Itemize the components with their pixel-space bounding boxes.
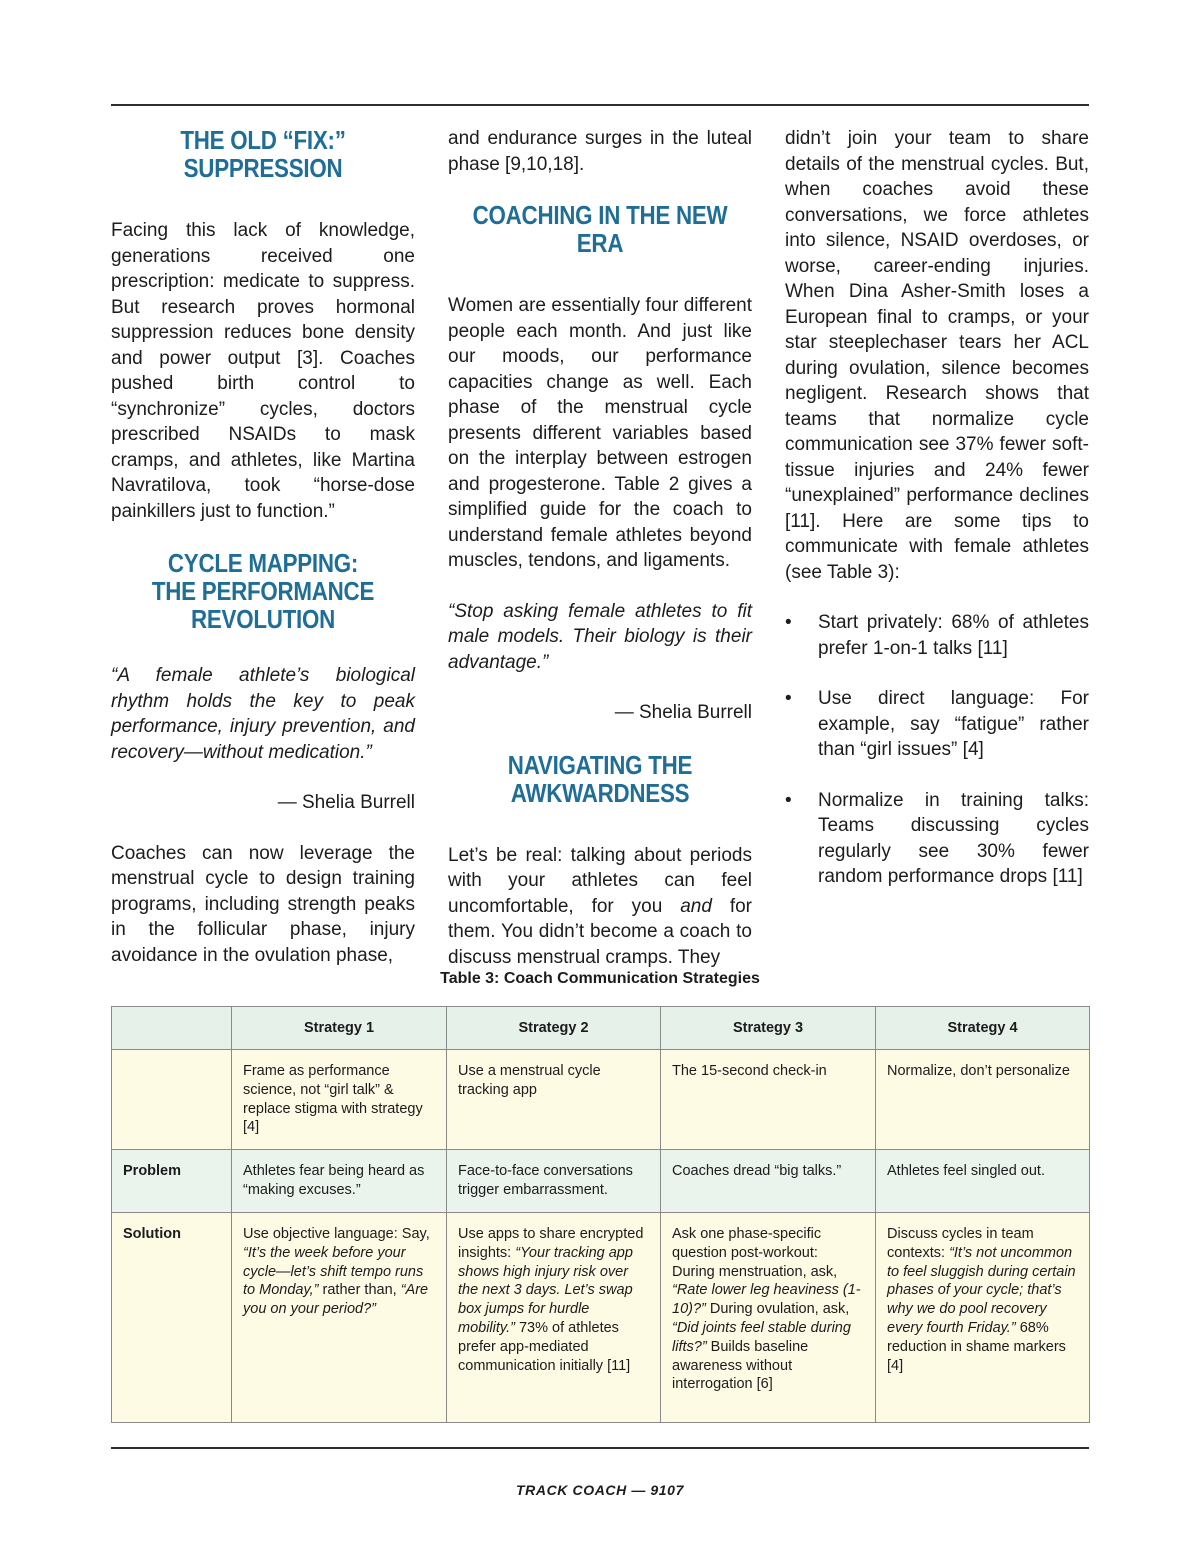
list-item: • Start privately: 68% of athletes prefer 1-on-1 talks [11]: [785, 612, 1089, 659]
table-row: [112, 1050, 1090, 1150]
column-header: Strategy 1: [232, 1007, 447, 1050]
heading-cycle-mapping: CYCLE MAPPING: THE PERFORMANCE REVOLUTION: [151, 548, 375, 634]
row-label-cell: Problem: [112, 1150, 232, 1213]
table-cell: Coaches dread “big talks.”: [661, 1150, 876, 1213]
table-caption: Table 3: Coach Communication Strategies: [440, 970, 760, 987]
paragraph: Women are essentially four different people each month. And just like our moods, our performance capacities change as well. Each phase of the menstrual cycle presents different variables based on the interplay between estrogen and progesterone. Table 2 gives a simplified guide for the coach to understand female athletes beyond muscles, tendons, and ligaments.: [448, 295, 752, 571]
table-cell: Athletes fear being heard as “making excuses.”: [232, 1150, 447, 1213]
page-footer: TRACK COACH — 9107: [516, 1482, 684, 1498]
table-cell: Use apps to share encrypted insights: “Your tracking app shows high injury risk over the next 3 days. Let’s swap box jumps for hurdle mobility.” 73% of athletes prefer app-mediated communication initially [11]: [447, 1213, 661, 1423]
heading-old-fix: THE OLD “FIX:” SUPPRESSION: [180, 125, 346, 183]
top-rule: [111, 104, 1089, 106]
paragraph: Let’s be real: talking about periods with your athletes can feel uncomfortable, for you and for them. You didn’t become a coach to discuss menstrual cramps. They: [448, 844, 753, 968]
pull-quote: “A female athlete’s biological rhythm holds the key to peak performance, injury prevention, and recovery—without medication.”: [111, 665, 415, 763]
paragraph: and endurance surges in the luteal phase [9,10,18].: [448, 128, 752, 175]
table-cell: The 15-second check-in: [661, 1050, 876, 1150]
bottom-rule: [111, 1447, 1089, 1449]
list-item: • Normalize in training talks: Teams discussing cycles regularly see 30% fewer random performance drops [11]: [785, 789, 1089, 887]
column-header: Strategy 2: [447, 1007, 661, 1050]
table-cell: Athletes feel singled out.: [876, 1150, 1090, 1213]
quote-attribution: — Shelia Burrell: [614, 702, 752, 723]
table-cell: Ask one phase-specific question post-workout: During menstruation, ask, “Rate lower leg heaviness (1-10)?” During ovulation, ask, “Did joints feel stable during lifts?” Builds baseline awareness without interrogation [6]: [661, 1213, 876, 1423]
table-cell: Discuss cycles in team contexts: “It’s not uncommon to feel sluggish during certain phases of your cycle; that’s why we do pool recovery every fourth Friday.” 68% reduction in shame markers [4]: [876, 1213, 1090, 1423]
column-2: [448, 126, 752, 970]
column-header: Strategy 4: [876, 1007, 1090, 1050]
table-corner-cell: [112, 1007, 232, 1050]
paragraph: Coaches can now leverage the menstrual cycle to design training programs, including strength peaks in the follicular phase, injury avoidance in the ovulation phase,: [111, 842, 415, 966]
table-cell: Face-to-face conversations trigger embarrassment.: [447, 1150, 661, 1213]
heading-navigating-awkwardness: NAVIGATING THE AWKWARDNESS: [507, 749, 693, 808]
row-label-cell: Solution: [112, 1213, 232, 1423]
column-1: [111, 126, 415, 968]
pull-quote: “Stop asking female athletes to fit male models. Their biology is their advantage.”: [448, 600, 752, 673]
paragraph: Facing this lack of knowledge, generations received one prescription: medicate to suppress. But research proves hormonal suppression reduces bone density and power output [3]. Coaches pushed birth control to “synchronize” cycles, doctors prescribed NSAIDs to mask cramps, and athletes, like Martina Navratilova, took “horse-dose painkillers just to function.”: [111, 220, 415, 522]
table-cell: Use objective language: Say, “It’s the week before your cycle—let’s shift tempo runs to Monday,” rather than, “Are you on your period?”: [232, 1213, 447, 1423]
table-cell: Frame as performance science, not “girl talk” & replace stigma with strategy [4]: [232, 1050, 447, 1150]
table-row: [112, 1150, 1090, 1213]
column-3: [785, 126, 1089, 915]
table-row: [112, 1213, 1090, 1423]
paragraph: didn’t join your team to share details of the menstrual cycles. But, when coaches avoid these conversations, we force athletes into silence, NSAID overdoses, or worse, career-ending injuries. When Dina Asher-Smith loses a European final to cramps, or your star steeplechaser tears her ACL during ovulation, silence becomes negligent. Research shows that teams that normalize cycle communication see 37% fewer soft-tissue injuries and 24% fewer “unexplained” performance declines [11]. Here are some tips to communicate with female athletes (see Table 3):: [785, 128, 1089, 583]
bullet-icon: •: [785, 789, 792, 811]
bullet-icon: •: [785, 612, 792, 633]
column-header: Strategy 3: [661, 1007, 876, 1050]
table-cell: Use a menstrual cycle tracking app: [447, 1050, 661, 1150]
table-header-row: [112, 1007, 1090, 1050]
list-item: • Use direct language: For example, say “fatigue” rather than “girl issues” [4]: [785, 688, 1089, 760]
strategy-table: [111, 1006, 1090, 1423]
row-label-cell: [112, 1050, 232, 1150]
table-cell: Normalize, don’t personalize: [876, 1050, 1090, 1150]
heading-coaching-new-era: COACHING IN THE NEW ERA: [472, 200, 728, 258]
quote-attribution: — Shelia Burrell: [277, 792, 415, 813]
tips-list: [785, 610, 1089, 890]
bullet-icon: •: [785, 688, 792, 709]
